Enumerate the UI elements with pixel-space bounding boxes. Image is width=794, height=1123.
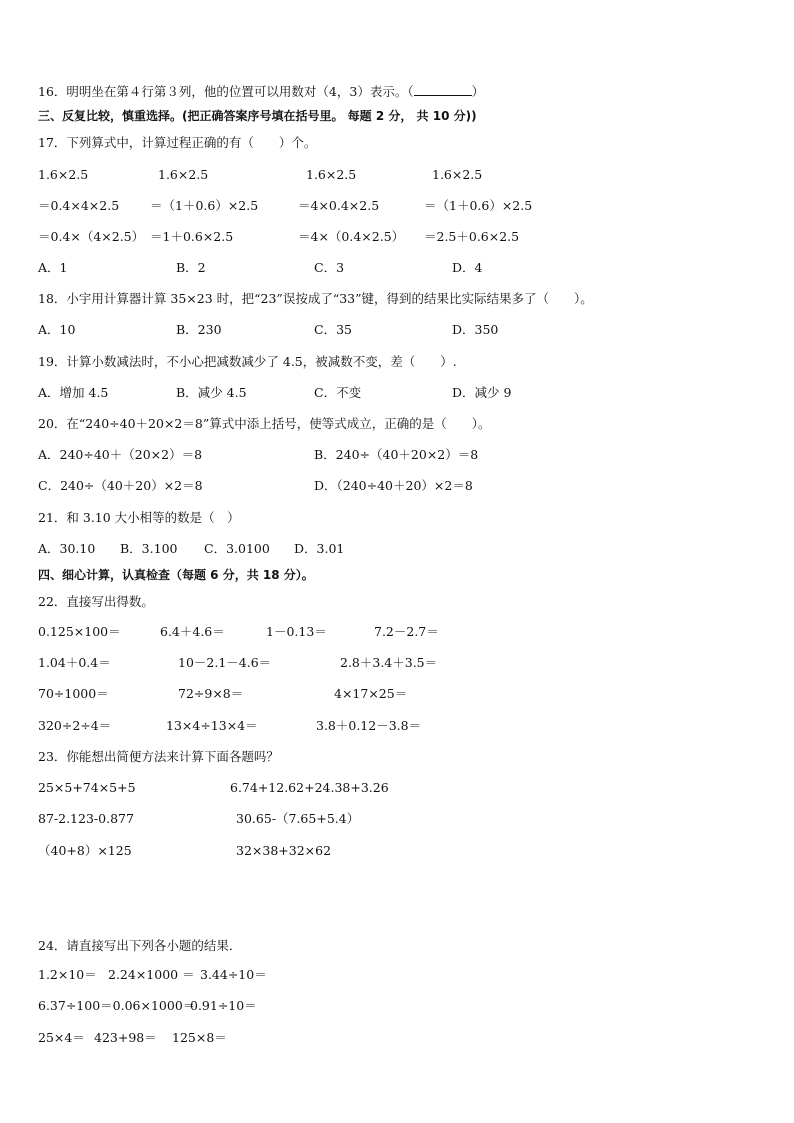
work-cell: ＝2.5＋0.6×2.5 <box>424 229 520 244</box>
question-21-stem: 21．和 3.10 大小相等的数是（ ） <box>38 510 240 525</box>
option-b[interactable]: B．2 <box>176 260 206 275</box>
problem: 6.4＋4.6＝ <box>160 624 225 639</box>
option-a[interactable]: A．增加 4.5 <box>38 385 109 400</box>
question-19-stem: 19．计算小数减法时，不小心把减数减少了 4.5，被减数不变，差（ ）. <box>38 354 457 369</box>
option-b[interactable]: B．减少 4.5 <box>176 385 247 400</box>
problem: 25×4＝ <box>38 1030 85 1045</box>
work-cell: 1.6×2.5 <box>158 167 209 182</box>
question-22-stem: 22．直接写出得数。 <box>38 594 154 609</box>
problem: 6.37÷100＝0.06×1000＝ <box>38 998 196 1013</box>
option-c[interactable]: C．3.0100 <box>204 541 270 556</box>
work-cell: ＝1＋0.6×2.5 <box>150 229 234 244</box>
option-c[interactable]: C．3 <box>314 260 345 275</box>
problem: 3.44÷10＝ <box>200 967 267 982</box>
problem: 0.125×100＝ <box>38 624 121 639</box>
problem: 7.2－2.7＝ <box>374 624 439 639</box>
problem: 87-2.123-0.877 <box>38 811 134 826</box>
problem: 70÷1000＝ <box>38 686 109 701</box>
work-cell: ＝4×（0.4×2.5） <box>298 229 405 244</box>
option-b[interactable]: B．230 <box>176 322 222 337</box>
work-cell: ＝4×0.4×2.5 <box>298 198 380 213</box>
problem: 2.24×1000 ＝ <box>108 967 195 982</box>
problem: 6.74+12.62+24.38+3.26 <box>230 780 389 795</box>
work-cell: ＝0.4×4×2.5 <box>38 198 120 213</box>
section-4-heading: 四、细心计算，认真检查（每题 6 分，共 18 分）。 <box>38 568 314 582</box>
section-3-heading: 三、反复比较，慎重选择。(把正确答案序号填在括号里。 每题 2 分， 共 10 分)) <box>38 109 477 123</box>
problem: 1.2×10＝ <box>38 967 97 982</box>
work-cell: ＝（1＋0.6）×2.5 <box>150 198 259 213</box>
problem: 25×5+74×5+5 <box>38 780 136 795</box>
question-23-stem: 23．你能想出简便方法来计算下面各题吗？ <box>38 749 279 764</box>
option-d[interactable]: D．（240÷40＋20）×2＝8 <box>314 478 473 493</box>
question-24-stem: 24．请直接写出下列各小题的结果． <box>38 938 242 953</box>
question-17-stem: 17．下列算式中，计算过程正确的有（ ）个。 <box>38 135 317 150</box>
problem: 423+98＝ <box>94 1030 157 1045</box>
problem: 13×4÷13×4＝ <box>166 718 258 733</box>
option-d[interactable]: D．减少 9 <box>452 385 512 400</box>
problem: 1－0.13＝ <box>266 624 327 639</box>
option-a[interactable]: A．30.10 <box>38 541 96 556</box>
problem: 30.65-（7.65+5.4） <box>236 811 360 826</box>
option-a[interactable]: A．1 <box>38 260 68 275</box>
option-b[interactable]: B．3.100 <box>120 541 178 556</box>
work-cell: 1.6×2.5 <box>432 167 483 182</box>
problem: 125×8＝ <box>172 1030 227 1045</box>
question-16-text: 16．明明坐在第４行第３列，他的位置可以用数对（4，3）表示。（ <box>38 84 414 99</box>
work-cell: ＝（1＋0.6）×2.5 <box>424 198 533 213</box>
work-cell: 1.6×2.5 <box>38 167 89 182</box>
option-c[interactable]: C．240÷（40＋20）×2＝8 <box>38 478 203 493</box>
option-c[interactable]: C．35 <box>314 322 352 337</box>
problem: 32×38+32×62 <box>236 843 332 858</box>
work-cell: ＝0.4×（4×2.5） <box>38 229 145 244</box>
problem: （40+8）×125 <box>38 843 132 858</box>
problem: 0.91÷10＝ <box>190 998 257 1013</box>
option-d[interactable]: D．3.01 <box>294 541 345 556</box>
problem: 3.8＋0.12－3.8＝ <box>316 718 422 733</box>
question-20-stem: 20．在“240÷40＋20×2＝8”算式中添上括号，使等式成立，正确的是（ ）。 <box>38 416 491 431</box>
problem: 1.04＋0.4＝ <box>38 655 111 670</box>
option-a[interactable]: A．10 <box>38 322 76 337</box>
answer-blank[interactable] <box>414 84 472 96</box>
question-16 <box>38 84 484 100</box>
problem: 4×17×25＝ <box>334 686 408 701</box>
question-16-close: ） <box>471 84 485 99</box>
option-b[interactable]: B．240÷（40＋20×2）＝8 <box>314 447 479 462</box>
option-a[interactable]: A．240÷40＋（20×2）＝8 <box>38 447 203 462</box>
problem: 2.8＋3.4＋3.5＝ <box>340 655 438 670</box>
option-c[interactable]: C．不变 <box>314 385 362 400</box>
question-18-stem: 18．小宇用计算器计算 35×23 时，把“23”误按成了“33”键，得到的结果比实际结果多了（ ）。 <box>38 291 593 306</box>
problem: 10－2.1－4.6＝ <box>178 655 272 670</box>
problem: 320÷2÷4＝ <box>38 718 112 733</box>
work-cell: 1.6×2.5 <box>306 167 357 182</box>
option-d[interactable]: D．4 <box>452 260 483 275</box>
option-d[interactable]: D．350 <box>452 322 499 337</box>
problem: 72÷9×8＝ <box>178 686 244 701</box>
